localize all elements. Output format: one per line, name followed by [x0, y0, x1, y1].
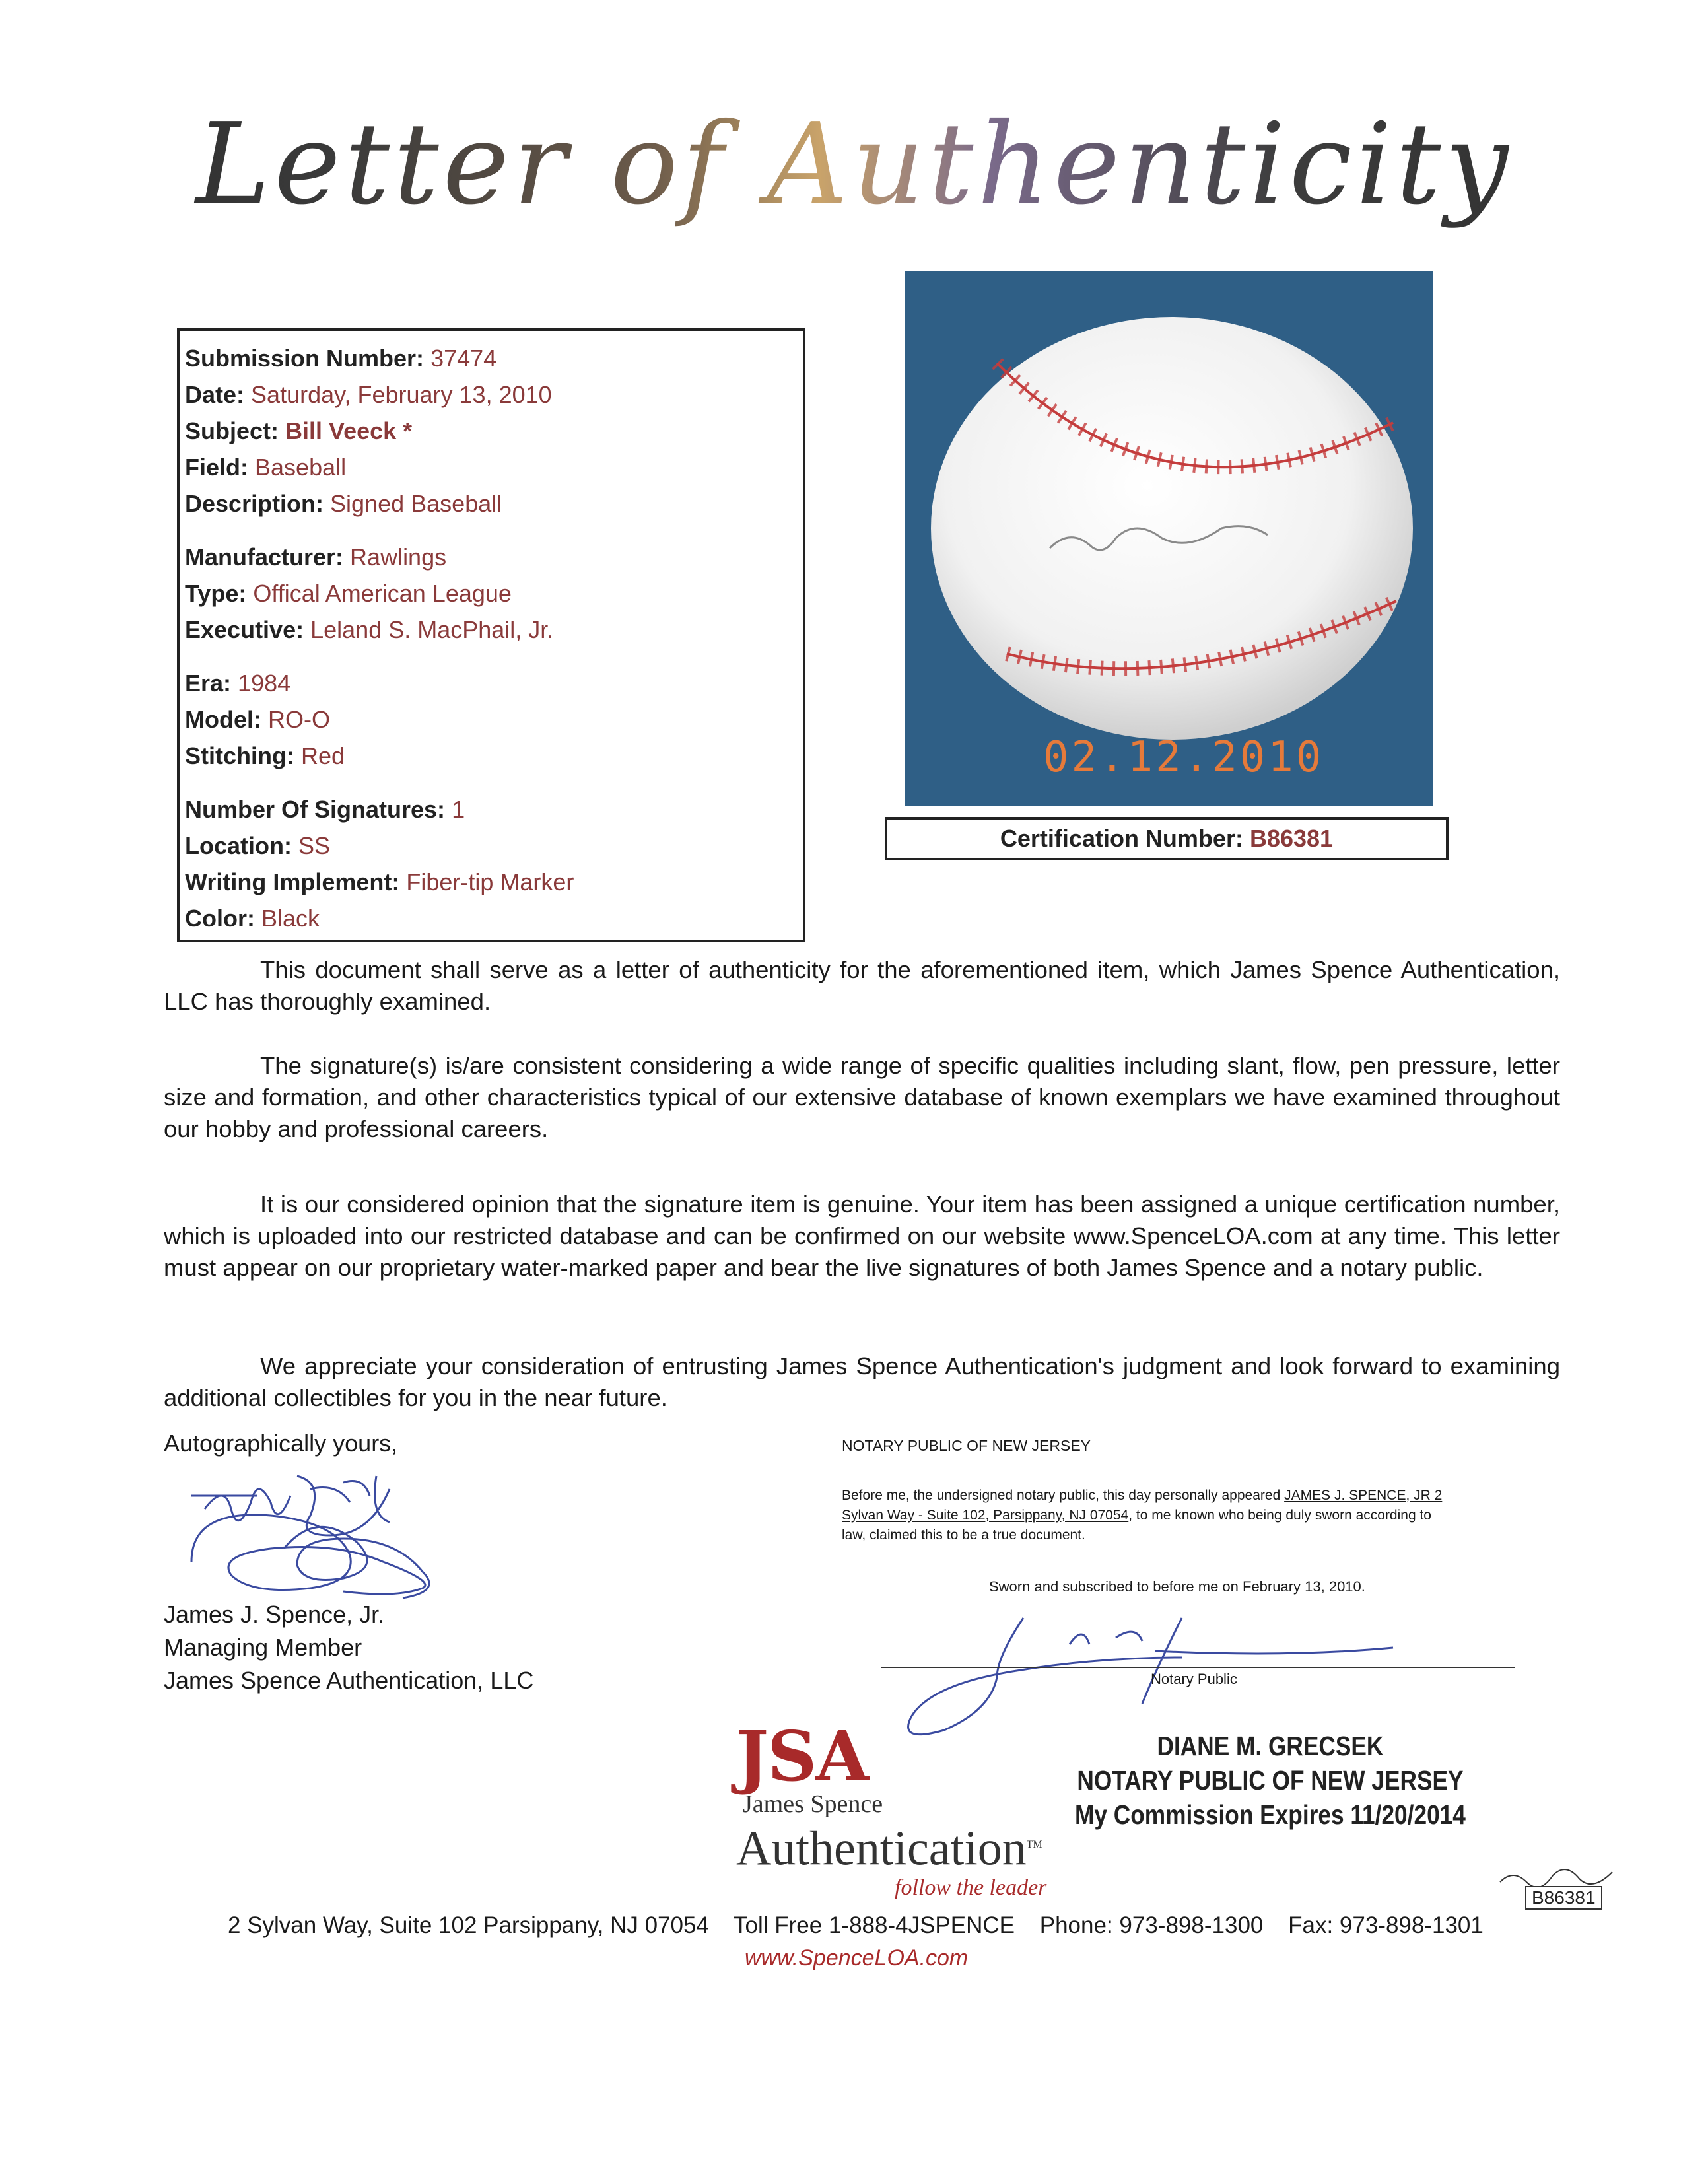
detail-label: Era: [185, 670, 232, 697]
signer-block [164, 1598, 533, 1697]
footer-tollfree: Toll Free 1-888-4JSPENCE [734, 1912, 1015, 1938]
detail-value: 1984 [238, 670, 291, 697]
detail-value: 37474 [430, 345, 497, 372]
notary-heading: NOTARY PUBLIC OF NEW JERSEY [842, 1437, 1091, 1454]
jsa-logo-wordmark [736, 1819, 1046, 1875]
detail-label: Date: [185, 381, 245, 408]
detail-row [185, 665, 798, 701]
detail-value: SS [298, 832, 331, 859]
notary-stamp-expires: My Commission Expires 11/20/2014 [1075, 1799, 1466, 1830]
body-paragraph: It is our considered opinion that the signature item is genuine. Your item has been assigned a unique certification number, which is uploaded into our restricted database and can be confirmed on our website www.SpenceLOA.com at any time. This letter must appear on our proprietary water-marked paper and bear the live signatures of both James Spence and a notary public. [164, 1191, 1560, 1281]
detail-value: Baseball [255, 454, 347, 481]
detail-row [185, 827, 798, 864]
detail-label: Description: [185, 490, 324, 517]
detail-row [185, 701, 798, 738]
detail-label: Field: [185, 454, 248, 481]
detail-label: Model: [185, 706, 261, 733]
detail-row [185, 449, 798, 485]
photo-date-stamp: 02.12.2010 [1043, 733, 1324, 782]
jsa-logo-name: James Spence [743, 1790, 883, 1818]
jsa-logo-word: Authentication [736, 1821, 1027, 1876]
hologram-sticker [1493, 1874, 1631, 1915]
notary-stamp-title: NOTARY PUBLIC OF NEW JERSEY [1077, 1765, 1464, 1796]
notary-signature-line [881, 1667, 1515, 1668]
detail-label: Type: [185, 580, 247, 607]
baseball-image [905, 271, 1433, 806]
detail-value: RO-O [268, 706, 330, 733]
certification-box [885, 817, 1449, 860]
signer-name: James J. Spence, Jr. [164, 1601, 385, 1628]
sworn-statement: Sworn and subscribed to before me on February 13, 2010. [989, 1578, 1365, 1595]
detail-label: Number Of Signatures: [185, 796, 446, 823]
detail-value: Red [301, 742, 345, 769]
detail-row [185, 575, 798, 611]
notary-line-label: Notary Public [1151, 1671, 1237, 1687]
detail-row [185, 738, 798, 774]
detail-row [185, 791, 798, 827]
closing-line: Autographically yours, [164, 1430, 398, 1457]
detail-row [185, 864, 798, 900]
baseball-photo [905, 271, 1433, 806]
detail-row [185, 611, 798, 648]
detail-row [185, 413, 798, 449]
detail-label: Writing Implement: [185, 868, 400, 895]
notary-appeared: JAMES J. SPENCE, JR 2 Sylvan Way - Suite 102, Parsippany, NJ 07054 [842, 1488, 1443, 1523]
notary-statement [842, 1486, 1456, 1545]
detail-label: Color: [185, 905, 255, 932]
hologram-number: B86381 [1525, 1886, 1602, 1910]
detail-value: Fiber-tip Marker [406, 868, 574, 895]
detail-row [185, 539, 798, 575]
detail-value: Signed Baseball [330, 490, 502, 517]
signer-company: James Spence Authentication, LLC [164, 1667, 534, 1694]
body-paragraph: The signature(s) is/are consistent considering a wide range of specific qualities including slant, flow, pen pressure, letter size and formation, and other characteristics typical of our extensive database of known exemplars we have examined throughout our hobby and professional careers. [164, 1052, 1560, 1142]
detail-value: Saturday, February 13, 2010 [251, 381, 552, 408]
detail-row [185, 485, 798, 522]
jsa-logo-initials: JSA [736, 1716, 868, 1797]
body-paragraph: This document shall serve as a letter of authenticity for the aforementioned item, which James Spence Authentication, LLC has thoroughly examined. [164, 956, 1560, 1015]
hologram-signature [1493, 1862, 1631, 1889]
certification-label: Certification Number: [1000, 825, 1243, 852]
detail-label: Executive: [185, 616, 304, 643]
detail-value: Rawlings [350, 543, 447, 571]
body-paragraph: We appreciate your consideration of entrusting James Spence Authentication's judgment and look forward to examining additional collectibles for you in the near future. [164, 1352, 1560, 1411]
footer-phone: Phone: 973-898-1300 [1039, 1912, 1264, 1938]
detail-row [185, 376, 798, 413]
detail-label: Location: [185, 832, 292, 859]
page-title: Letter of Authenticity [0, 99, 1708, 230]
detail-row [185, 340, 798, 376]
detail-value: Black [261, 905, 320, 932]
detail-label: Manufacturer: [185, 543, 344, 571]
footer-address: 2 Sylvan Way, Suite 102 Parsippany, NJ 07054 [228, 1912, 709, 1938]
detail-row [185, 900, 798, 936]
jsa-logo-tagline: follow the leader [895, 1875, 1047, 1900]
footer-contact [228, 1912, 1502, 1939]
detail-value: Bill Veeck * [285, 417, 413, 444]
detail-label: Submission Number: [185, 345, 425, 372]
signer-title: Managing Member [164, 1634, 362, 1661]
detail-label: Stitching: [185, 742, 294, 769]
footer-fax: Fax: 973-898-1301 [1288, 1912, 1484, 1938]
spence-signature [178, 1469, 508, 1601]
detail-value: Offical American League [253, 580, 512, 607]
footer-website-link[interactable]: www.SpenceLOA.com [745, 1945, 969, 1971]
item-details-box [177, 328, 805, 942]
jsa-logo [736, 1716, 1047, 1901]
notary-text-after: , to me known who being duly sworn according to law, claimed this to be a true document. [842, 1508, 1431, 1543]
notary-text-before: Before me, the undersigned notary public, this day personally appeared [842, 1488, 1285, 1503]
detail-value: 1 [452, 796, 465, 823]
detail-label: Subject: [185, 417, 279, 444]
certification-number: B86381 [1249, 825, 1334, 852]
detail-value: Leland S. MacPhail, Jr. [310, 616, 554, 643]
notary-stamp-name: DIANE M. GRECSEK [1157, 1731, 1384, 1761]
trademark-mark: TM [1026, 1839, 1042, 1850]
notary-stamp [1075, 1729, 1466, 1832]
